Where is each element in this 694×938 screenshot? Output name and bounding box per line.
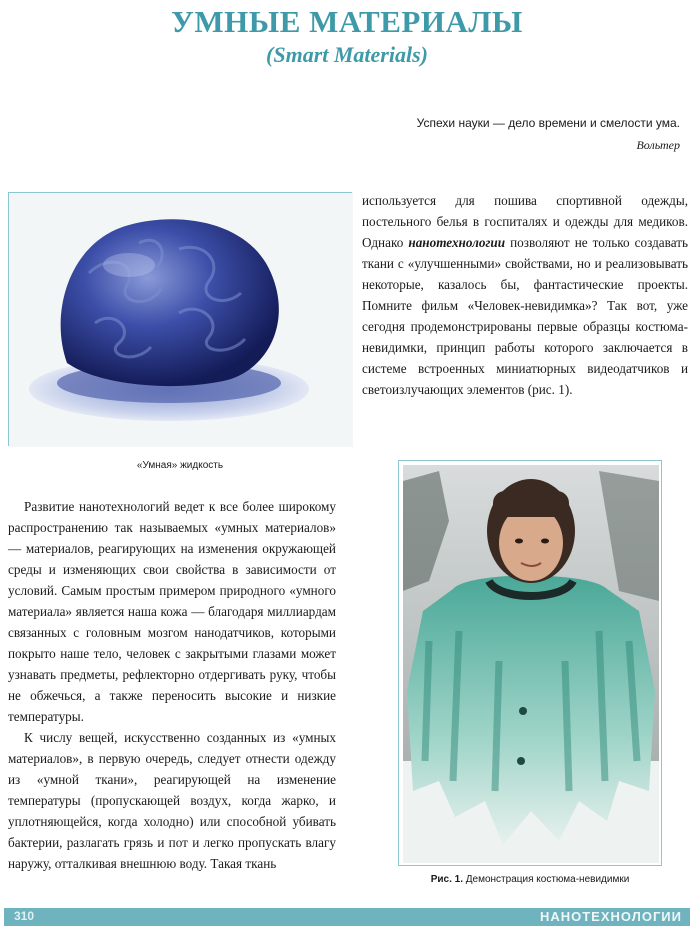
footer-bar bbox=[4, 908, 690, 926]
left-column-text bbox=[8, 496, 336, 874]
invisibility-suit-image bbox=[399, 461, 663, 867]
invisibility-suit-figure bbox=[398, 460, 662, 866]
paragraph bbox=[362, 190, 688, 400]
right-column-text bbox=[362, 190, 688, 400]
text-run: позволяют не только создавать ткани с «улучшенными» свойствами, но и реализовывать некоторые, казалось бы, фантастические проекты. Помните фильм «Человек-невидимка»? Так вот, уже сегодня продемонстрированы первые образцы костюма-невидимки, принцип работы которого заключается в системе встроенных миниатюрных видеодатчиков и светоизлучающих элементов (рис. 1). bbox=[362, 235, 688, 397]
smart-liquid-image bbox=[9, 193, 353, 447]
paragraph: Развитие нанотехнологий ведет к все более широкому распространению так называемых «умных материалов» — материалов, реагирующих на изменения окружающей среды и изменяющих свои свойства в зависимости от условий. Самым простым примером природного «умного материала» является наша кожа — благодаря миллиардам связанных с головным мозгом нанодатчиков, которыми покрыто наше тело, человек с закрытыми глазами может узнавать предметы, рефлекторно отдергивать руку, чтобы не обжечься, а также переносить высокие и низкие температуры. bbox=[8, 499, 336, 724]
figure-caption-smart-liquid: «Умная» жидкость bbox=[136, 460, 224, 471]
page-number: 310 bbox=[14, 909, 35, 923]
paragraph: К числу вещей, искусственно созданных из «умных материалов», в первую очередь, следует отнести одежду из «умной ткани», реагирующей на изменение температуры (пропускающей воздух, когда жарко, и уплотняющейся, когда холодно) или способной убивать бактерии, разлагать грязь и пот и легко пропускать влагу наружу, отталкивая внешнюю воду. Такая ткань bbox=[8, 730, 336, 871]
keyword-nanotechnology: нанотехнологии bbox=[408, 235, 506, 250]
epigraph bbox=[417, 112, 680, 156]
epigraph-quote: Успехи науки — дело времени и смелости ума. bbox=[416, 116, 680, 130]
figure-label: Рис. 1. bbox=[430, 874, 463, 885]
figure-caption-invisibility-suit bbox=[398, 874, 662, 885]
figure-caption-text: Демонстрация костюма-невидимки bbox=[462, 874, 630, 885]
smart-liquid-figure bbox=[8, 192, 352, 446]
text-run: используется для пошива спортивной одежды, постельного белья в госпиталях и одежды для медиков. Однако bbox=[362, 193, 688, 250]
section-name: НАНОТЕХНОЛОГИИ bbox=[539, 909, 682, 924]
page-title: УМНЫЕ МАТЕРИАЛЫ bbox=[171, 4, 523, 39]
epigraph-author: Вольтер bbox=[636, 138, 680, 152]
page-subtitle: (Smart Materials) bbox=[266, 42, 428, 67]
